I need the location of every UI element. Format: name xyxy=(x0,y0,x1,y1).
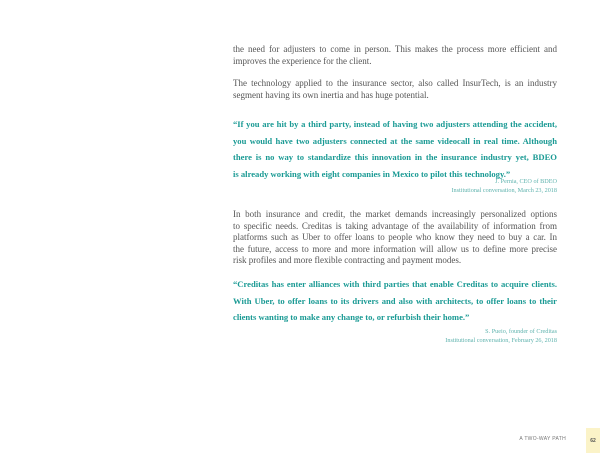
section-title: A TWO-WAY PATH xyxy=(519,436,566,442)
quote-line: “If you are hit by a third party, instead of having two adjusters attending the accident, xyxy=(233,119,557,129)
text-line: segment having its own inertia and has huge potential. xyxy=(233,89,429,100)
pull-quote xyxy=(233,276,557,326)
text-line: risk profiles and more flexible contracting and payment modes. xyxy=(233,255,462,265)
quote-line: there is no way to standardize this innovation in the insurance industry yet, BDEO xyxy=(233,152,557,162)
quote-line: is already working with eight companies in Mexico to pilot this technology.” xyxy=(233,168,511,179)
text-line: the need for adjusters to come in person. This makes the process more efficient and xyxy=(233,44,557,54)
quote-source: Institutional conversation, March 23, 2018 xyxy=(451,186,557,194)
text-line: platforms such as Uber to offer loans to people who know they need to buy a car. In xyxy=(233,232,557,242)
text-line: the future, access to more and more information will allow us to define more precise xyxy=(233,243,557,254)
quote-author: J. Pernia, CEO of BDEO xyxy=(495,178,557,185)
quote-line: With Uber, to offer loans to its drivers and also with architects, to offer loans to their xyxy=(233,295,557,306)
text-line: In both insurance and credit, the market demands increasingly personalized options xyxy=(233,209,557,219)
paragraph xyxy=(233,44,557,67)
text-line: improves the experience for the client. xyxy=(233,55,372,66)
page-number: 62 xyxy=(586,428,600,453)
paragraph xyxy=(233,209,557,267)
quote-attribution xyxy=(233,328,557,345)
text-line: The technology applied to the insurance sector, also called InsurTech, is an industry xyxy=(233,78,557,88)
quote-line: you would have two adjusters connected at the same videocall in real time. Although xyxy=(233,135,557,146)
quote-line: “Creditas has enter alliances with third parties that enable Creditas to acquire clients. xyxy=(233,279,557,289)
quote-line: clients wanting to make any change to, or refurbish their home.” xyxy=(233,312,470,322)
pull-quote xyxy=(233,116,557,182)
text-line: to specific needs. Creditas is taking advantage of the availability of information from xyxy=(233,220,557,231)
quote-attribution xyxy=(233,178,557,195)
paragraph xyxy=(233,78,557,101)
quote-author: S. Pueio, founder of Creditas xyxy=(485,328,557,335)
quote-source: Institutional conversation, February 26, 2018 xyxy=(445,336,557,344)
